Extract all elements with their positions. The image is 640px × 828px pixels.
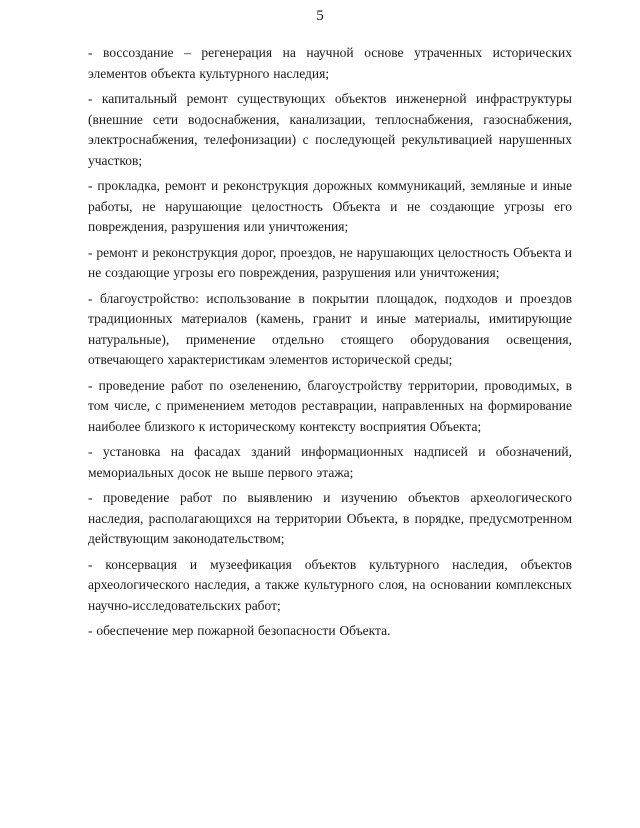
list-item-fire-safety: - обеспечение мер пожарной безопасности Объекта. bbox=[88, 623, 391, 638]
list-item-reconstruction: - воссоздание – регенерация на научной основе утраченных исторических элементов объекта культурного наследия; bbox=[88, 45, 572, 81]
list-item-facade-signage: - установка на фасадах зданий информационных надписей и обозначений, мемориальных досок не выше первого этажа; bbox=[88, 444, 572, 480]
list-item-road-communications: - прокладка, ремонт и реконструкция дорожных коммуникаций, земляные и иные работы, не нарушающие целостность Объекта и не создающие угрозы его повреждения, разрушения или уничтожения; bbox=[88, 178, 572, 234]
page-number: 5 bbox=[316, 8, 324, 24]
list-item-landscaping: - благоустройство: использование в покрытии площадок, подходов и проездов традиционных материалов (камень, гранит и иные материалы, имитирующие натуральные), применение отдельно стоящего оборудования освещения, отвечающего характеристикам элементов исторической среды; bbox=[88, 290, 572, 367]
list-item-capital-repair: - капитальный ремонт существующих объектов инженерной инфраструктуры (внешние сети водоснабжения, канализации, теплоснабжения, газоснабжения, электроснабжения, телефонизации) с последующей рекультивацией нарушенных участков; bbox=[88, 91, 572, 168]
list-item-greening: - проведение работ по озеленению, благоустройству территории, проводимых, в том числе, с применением методов реставрации, направленных на формирование наиболее близкого к историческому контексту восприятия Объекта; bbox=[88, 377, 572, 434]
list-item-road-repair: - ремонт и реконструкция дорог, проездов, не нарушающих целостность Объекта и не создающие угрозы его повреждения, разрушения или уничтожения; bbox=[88, 244, 572, 280]
list-item-conservation: - консервация и музеефикация объектов культурного наследия, объектов археологического наследия, а также культурного слоя, на основании комплексных научно-исследовательских работ; bbox=[88, 556, 572, 613]
document-body bbox=[88, 43, 572, 647]
list-item-archaeology: - проведение работ по выявлению и изучению объектов археологического наследия, располагающихся на территории Объекта, в порядке, предусмотренном действующим законодательством; bbox=[88, 490, 572, 546]
